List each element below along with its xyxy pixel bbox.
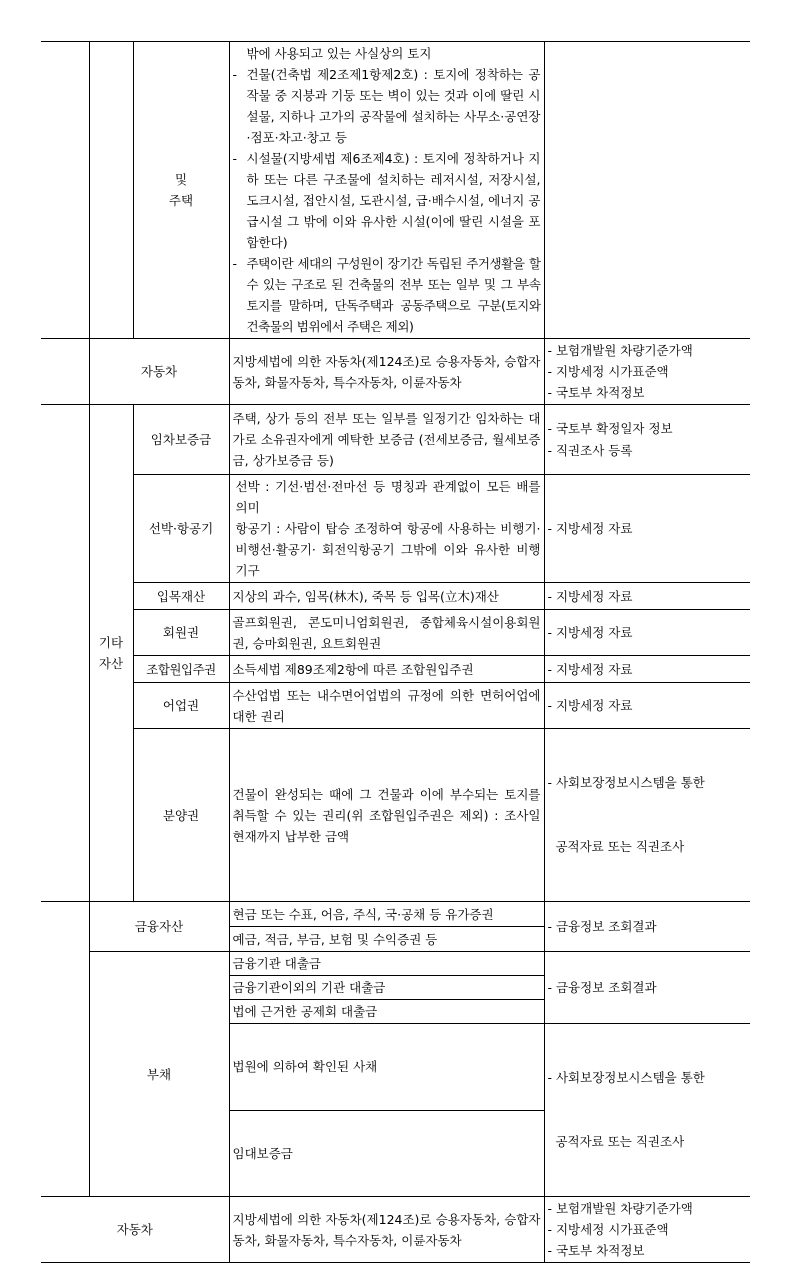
category-label-housing: [133, 42, 229, 339]
category-label-text: 및 주택: [168, 172, 194, 208]
description-cell: 수산업법 또는 내수면어업법의 규정에 의한 면허어업에 대한 권리: [229, 683, 544, 729]
source-line: - 국토부 확정일자 정보: [547, 420, 673, 436]
item-label: 분양권: [133, 729, 229, 902]
table-row: [41, 952, 750, 976]
blank-cell: [41, 42, 89, 339]
category-label-finance: 금융자산: [89, 902, 229, 952]
item-label: 회원권: [133, 610, 229, 656]
table-row: [41, 729, 750, 902]
table-row: [41, 475, 750, 583]
description-cell: 주택, 상가 등의 전부 또는 일부를 일정기간 임차하는 대가로 소유권자에게 예탁한 보증금 (전세보증금, 월세보증금, 상가보증금 등): [229, 405, 544, 475]
group-label-text: 기타 자산: [98, 635, 124, 671]
source-line: - 보험개발원 차량기준가액: [547, 1201, 693, 1216]
description-cell: 선박 : 기선·범선·전마선 등 명칭과 관계없이 모든 배를 의미 항공기 : 사람이 탑승 조정하여 항공에 사용하는 비행기·비행선·활공기· 회전익항공기 그밖에 이와 유사한 비행기구: [229, 475, 544, 583]
source-cell: [544, 583, 750, 610]
source-cell: [544, 610, 750, 656]
source-line: - 국토부 차적정보: [547, 1243, 645, 1258]
bullet-text: 건물(건축법 제2조제1항제2호) : 토지에 정착하는 공작물 중 지붕과 기둥 또는 벽이 있는 것과 이에 딸린 시설물, 지하나 고가의 공작물에 설치하는 사무소·공연장·점포·차고·창고 등: [246, 67, 541, 145]
description-cell: 지방세법에 의한 자동차(제124조)로 승용자동차, 승합자동차, 화물자동차, 특수자동차, 이륜자동차: [229, 339, 544, 405]
bullet-marker: -: [232, 256, 238, 271]
description-cell: 건물이 완성되는 때에 그 건물과 이에 부수되는 토지를 취득할 수 있는 권리(위 조합원입주권은 제외) : 조사일 현재까지 납부한 금액: [229, 729, 544, 902]
source-line: - 지방세정 자료: [547, 588, 633, 604]
description-cell: [229, 42, 544, 339]
description-cell: 금융기관 대출금: [229, 952, 544, 976]
source-line: 공적자료 또는 직권조사: [547, 1134, 685, 1149]
category-label-car: 자동차: [89, 339, 229, 405]
table-row: [41, 610, 750, 656]
source-cell: [544, 339, 750, 405]
source-cell: [544, 683, 750, 729]
item-label: 선박·항공기: [133, 475, 229, 583]
description-cell: 법원에 의하여 확인된 사채: [229, 1024, 544, 1111]
source-line: - 직권조사 등록: [547, 442, 633, 458]
category-label-car: 자동차: [41, 1197, 229, 1263]
source-line: - 지방세정 자료: [547, 698, 633, 713]
blank-cell: [41, 405, 89, 902]
item-label: 임차보증금: [133, 405, 229, 475]
source-line: 공적자료 또는 직권조사: [547, 839, 685, 854]
description-cell: 법에 근거한 공제회 대출금: [229, 1000, 544, 1024]
source-line: - 지방세정 시가표준액: [547, 364, 669, 379]
source-cell: [544, 42, 750, 339]
blank-cell: [41, 902, 89, 1197]
source-cell: [544, 1197, 750, 1263]
source-line: - 지방세정 자료: [547, 625, 633, 640]
source-cell: [544, 475, 750, 583]
source-line: - 사회보장정보시스템을 통한: [547, 1070, 705, 1085]
group-label-other-assets: [89, 405, 133, 902]
source-cell: - 금융정보 조회결과: [544, 952, 750, 1024]
continuation-text: 밖에 사용되고 있는 사실상의 토지: [246, 46, 432, 61]
category-label-debt: 부채: [89, 952, 229, 1197]
item-label: 조합원입주권: [133, 656, 229, 683]
description-cell: 예금, 적금, 부금, 보험 및 수익증권 등: [229, 927, 544, 952]
table-row: [41, 1197, 750, 1263]
source-cell: [544, 656, 750, 683]
table-row: [41, 902, 750, 927]
source-line: - 지방세정 자료: [547, 661, 633, 677]
source-cell: [544, 405, 750, 475]
table-row: [41, 683, 750, 729]
description-cell: 현금 또는 수표, 어음, 주식, 국·공채 등 유가증권: [229, 902, 544, 927]
table-row: [41, 583, 750, 610]
list-item: [233, 64, 541, 148]
description-cell: 금융기관이외의 기관 대출금: [229, 976, 544, 1000]
source-cell: [544, 729, 750, 902]
source-cell: [544, 1024, 750, 1197]
description-cell: 골프회원권, 콘도미니엄회원권, 종합체육시설이용회원권, 승마회원권, 요트회원권: [229, 610, 544, 656]
list-item: [233, 253, 541, 337]
source-cell: - 금융정보 조회결과: [544, 902, 750, 952]
bullet-marker: -: [232, 67, 238, 82]
table-row: [41, 656, 750, 683]
blank-cell: [89, 42, 133, 339]
table-row: [41, 339, 750, 405]
item-label: 어업권: [133, 683, 229, 729]
description-cell: 소득세법 제89조제2항에 따른 조합원입주권: [229, 656, 544, 683]
bullet-text: 시설물(지방세법 제6조제4호) : 토지에 정착하거나 지하 또는 다른 구조물에 설치하는 레저시설, 저장시설, 도크시설, 접안시설, 도관시설, 급·배수시설, 에너지 공급시설 그 밖에 이와 유사한 시설(이에 딸린 시설을 포함한다): [246, 151, 541, 250]
source-line: - 국토부 차적정보: [547, 385, 645, 400]
description-cell: 지상의 과수, 임목(林木), 죽목 등 입목(立木)재산: [229, 583, 544, 610]
list-item: [233, 148, 541, 253]
item-label: 입목재산: [133, 583, 229, 610]
source-line: - 지방세정 시가표준액: [547, 1222, 669, 1237]
table-row: [41, 42, 750, 339]
blank-cell: [41, 339, 89, 405]
description-cell: 임대보증금: [229, 1110, 544, 1197]
table-row: [41, 405, 750, 475]
asset-criteria-table: [41, 41, 750, 1263]
source-line: - 사회보장정보시스템을 통한: [547, 775, 705, 790]
source-line: - 지방세정 자료: [547, 521, 633, 536]
bullet-text: 주택이란 세대의 구성원이 장기간 독립된 주거생활을 할 수 있는 구조로 된 건축물의 전부 또는 일부 및 그 부속 토지를 말하며, 단독주택과 공동주택으로 구분(토지와 건축물의 범위에서 주택은 제외): [246, 256, 541, 334]
source-line: - 보험개발원 차량기준가액: [547, 343, 693, 358]
bullet-marker: -: [232, 151, 238, 166]
description-cell: 지방세법에 의한 자동차(제124조)로 승용자동차, 승합자동차, 화물자동차, 특수자동차, 이륜자동차: [229, 1197, 544, 1263]
